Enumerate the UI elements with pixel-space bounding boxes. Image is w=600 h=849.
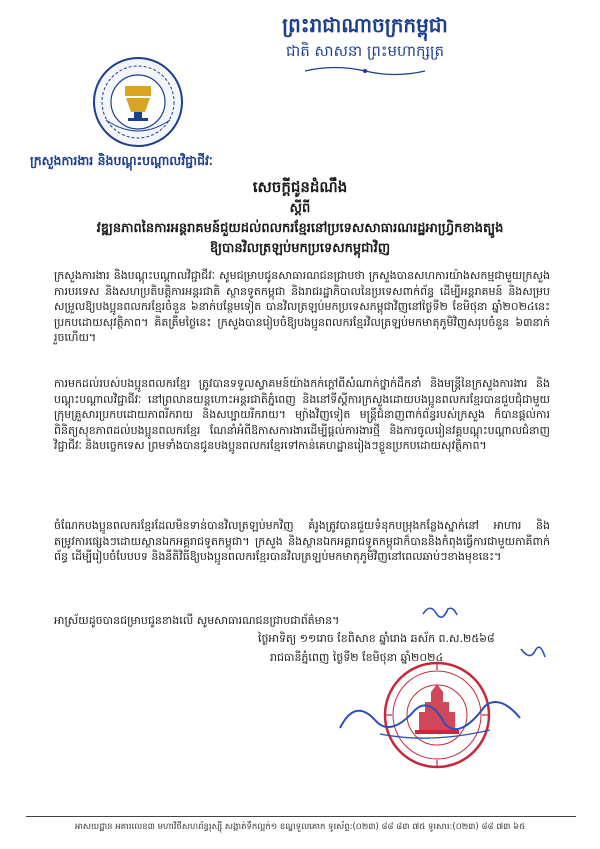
footer-address: អាសយដ្ឋាន អគារលេខ៣ មហាវិថីសហព័ន្ធរុស្ស៊ី សង្កាត់ទឹកល្អក់១ ខណ្ឌទួលគោក ទូរស័ព្ទ:(០២៣) ៨៨ ៨៣ ៧៥ ទូរសារ:(០២៣) ៨៨ ៧៣ ៦៥: [74, 822, 526, 832]
motto-ornament-icon: [300, 66, 430, 76]
title-subject-line: វឌ្ឍនភាពនៃការអន្តរាគមន៍ជួយដល់ពលករខ្មែរនៅប្រទេសសាធារណរដ្ឋអាហ្វ្រិកខាងត្បូង: [96, 221, 504, 236]
initial-signature-icon: [420, 600, 460, 622]
national-motto: ជាតិ សាសនា ព្រះមហាក្សត្រ: [285, 42, 445, 60]
body-paragraph-1: ក្រសួងការងារ និងបណ្តុះបណ្តាលវិជ្ជាជីវៈ សូមជម្រាបជូនសាធារណជនជ្រាបថា ក្រសួងបានសហការយ៉ាងសកម្មជាមួយក្រសួងការបរទេស និងសហប្រតិបត្តិការអន្តរជាតិ ស្ថានទូតកម្ពុជា និងរាជរដ្ឋាភិបាលនៃប្រទេសពាក់ព័ន្ធ ដើម្បីអន្តរាគមន៍ និងសម្របសម្រួលឱ្យបងប្អូនពលករខ្មែរចំនួន ៦នាក់បន្ថែមទៀត បានវិលត្រឡប់មកប្រទេសកម្ពុជាវិញនៅថ្ងៃទី២ ខែមិថុនា ឆ្នាំ២០២៤នេះ ប្រកបដោយសុវត្ថិភាព។ គិតត្រឹមថ្ងៃនេះ ក្រសួងបានរៀបចំឱ្យបងប្អូនពលករខ្មែរវិលត្រឡប់មកមាតុភូមិវិញសរុបចំនួន ៦៣នាក់រួចហើយ។: [54, 269, 550, 344]
minister-signature-icon: [320, 688, 550, 748]
ministry-logo-icon: [92, 56, 184, 148]
ministry-name: ក្រសួងការងារ និងបណ្តុះបណ្តាលវិជ្ជាជីវៈ: [30, 153, 213, 168]
footer-divider: [26, 816, 576, 817]
kingdom-title: ព្រះរាជាណាចក្រកម្ពុជា: [282, 13, 448, 37]
title-subject-line-2: ឱ្យបានវិលត្រឡប់មកប្រទេសកម្ពុជាវិញ: [209, 241, 391, 256]
lunar-date: ថ្ងៃអាទិត្យ ១១រោច ខែពិសាខ ឆ្នាំរោង ឆស័ក ព.ស.២៥៦៨: [258, 632, 495, 645]
solar-date: រាជធានីភ្នំពេញ ថ្ងៃទី២ ខែមិថុនា ឆ្នាំ២០២៤: [270, 651, 444, 664]
body-paragraph-3: ចំណែកបងប្អូនពលករខ្មែរដែលមិនទាន់បានវិលត្រឡប់មកវិញ គំរូងត្រូវបានជួយទំនុកបម្រុងកន្លែងស្នាក់នៅ អាហារ និងតម្រូវការផ្សេងៗដោយស្ថានឯកអគ្គរាជទូតកម្ពុជា។ ក្រសួង និងស្ថានឯកអគ្គរាជទូតកម្ពុជាក៏បាននិងកំពុងធ្វើការជាមួយភាគីពាក់ព័ន្ធ ដើម្បីរៀបចំបែបបទ និងនីតិវិធីឱ្យបងប្អូនពលករខ្មែរបានវិលត្រឡប់មកមាតុភូមិវិញនៅពេលឆាប់ៗខាងមុខនេះ។: [54, 519, 550, 563]
date-signature-icon: [518, 643, 548, 665]
title-subject-label: ស្តីពី: [289, 201, 311, 216]
body-paragraph-4: អាស្រ័យដូចបានជម្រាបជូនខាងលើ សូមសាធារណជនជ្រាបជាព័ត៌មាន។: [54, 614, 340, 627]
body-paragraph-2: ការមកដល់របស់បងប្អូនពលករខ្មែរ ត្រូវបានទទួលស្វាគមន៍យ៉ាងកក់ក្តៅពីសំណាក់ថ្នាក់ដឹកនាំ និងមន្ត្រីនៃក្រសួងការងារ និងបណ្តុះបណ្តាលវិជ្ជាជីវៈ នៅព្រលានយន្តហោះអន្តរជាតិភ្នំពេញ និងនៅទីស្តីការក្រសួងដោយបងប្អូនពលករខ្មែរបានជួបជុំជាមួយក្រុមគ្រួសារប្រកបដោយភាពរីករាយ និងសប្បាយរីករាយ។ ម្យ៉ាងវិញទៀត មន្ត្រីជំនាញពាក់ព័ន្ធរបស់ក្រសួង ក៏បានផ្តល់ការពិនិត្យសុខភាពដល់បងប្អូនពលករខ្មែរ ណែនាំអំពីឱកាសការងារដើម្បីផ្តល់ការងារថ្មី និងការចូលរៀនវគ្គបណ្តុះបណ្តាលជំនាញវិជ្ជាជីវៈ និងបច្ចេកទេស ព្រមទាំងបានជូនបងប្អូនពលករខ្មែរទៅកាន់គេហដ្ឋានរៀងៗខ្លួនប្រកបដោយសុវត្ថិភាព។: [54, 377, 550, 452]
document-title: សេចក្តីជូនដំណឹង: [252, 178, 348, 196]
